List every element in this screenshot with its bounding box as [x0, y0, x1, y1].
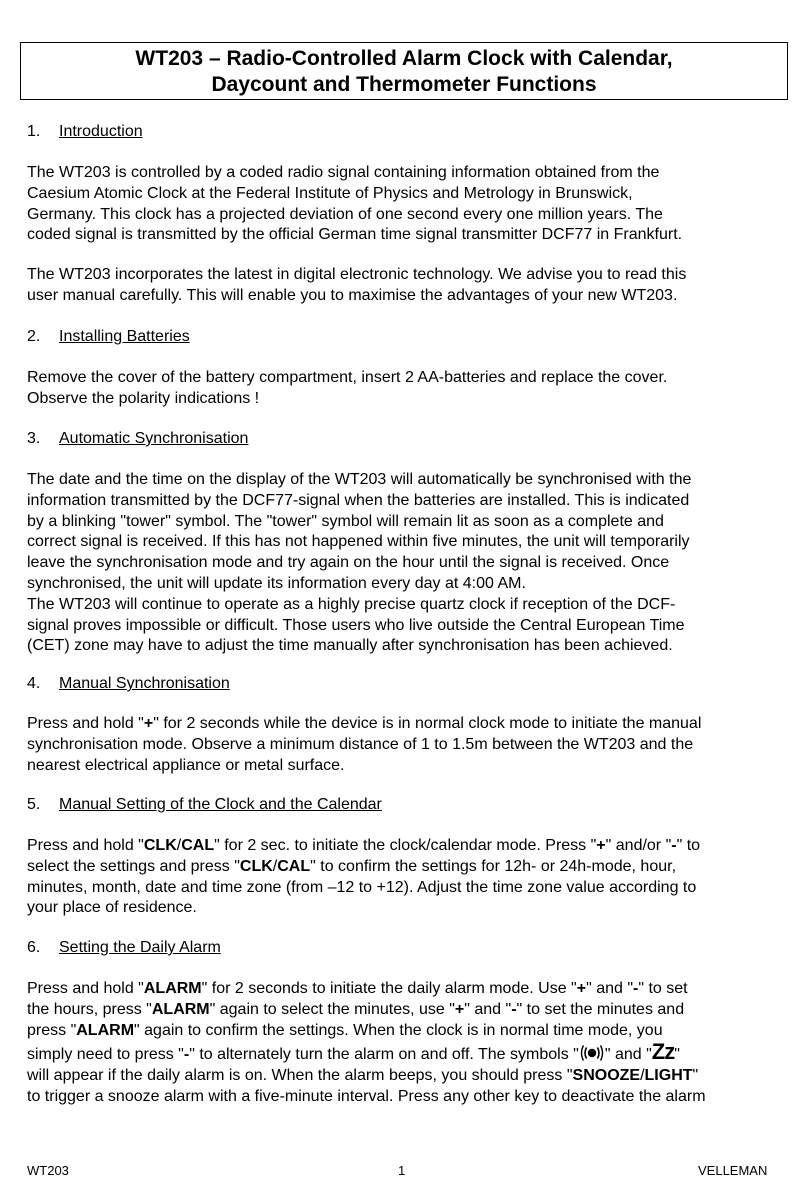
section-heading-daily-alarm: 6. Setting the Daily Alarm — [27, 939, 221, 956]
introduction-paragraph-2: The WT203 incorporates the latest in digital electronic technology. We advise you to read this user manual carefully. This will enable you to maximise the advantages of your new WT203. — [27, 266, 687, 304]
footer-model: WT203 — [27, 1163, 69, 1178]
daily-alarm-paragraph: Press and hold "ALARM" for 2 seconds to initiate the daily alarm mode. Use "+" and "-" to set the hours, press "ALARM" again to select the minutes, use "+" and "-" to set the minutes and press "ALARM" again to confirm the settings. When the clock is in normal time mode, you simply need to press "-" to alternately turn the alarm on and off. The symbols " " and "Zz" will appear if the daily alarm is on. When the alarm beeps, you should press "SNOOZE/LIGHT" to trigger a snooze alarm with a five-minute interval. Press any other key to deactivate the alarm — [27, 980, 706, 1105]
section-heading-introduction: 1. Introduction — [27, 123, 143, 140]
introduction-paragraph-1: The WT203 is controlled by a coded radio signal containing information obtained from the Caesium Atomic Clock at the Federal Institute of Physics and Metrology in Brunswick, Germany. This clock has a projected deviation of one second every one million years. The coded signal is transmitted by the official German time signal transmitter DCF77 in Frankfurt. — [27, 164, 683, 244]
title-line-1: WT203 – Radio-Controlled Alarm Clock with Calendar, — [135, 47, 673, 70]
batteries-paragraph: Remove the cover of the battery compartment, insert 2 AA-batteries and replace the cover. Observe the polarity indications ! — [27, 369, 668, 407]
alarm-bell-icon — [579, 1044, 605, 1062]
title-line-2: Daycount and Thermometer Functions — [211, 73, 597, 96]
section-heading-automatic-synchronisation: 3. Automatic Synchronisation — [27, 430, 249, 447]
document-title — [20, 42, 788, 100]
section-heading-installing-batteries: 2. Installing Batteries — [27, 328, 190, 345]
footer-page-number: 1 — [398, 1163, 406, 1178]
manual-setting-paragraph: Press and hold "CLK/CAL" for 2 sec. to initiate the clock/calendar mode. Press "+" and/or "-" to select the settings and press "CLK/CAL" to confirm the settings for 12h- or 24h-mode, hour, minutes, month, date and time zone (from –12 to +12). Adjust the time zone value according to your place of residence. — [27, 837, 701, 917]
footer-brand: VELLEMAN — [698, 1163, 768, 1178]
snooze-zz-symbol: Zz — [651, 1039, 675, 1065]
section-heading-manual-synchronisation: 4. Manual Synchronisation — [27, 675, 230, 692]
section-heading-manual-setting: 5. Manual Setting of the Clock and the Calendar — [27, 796, 382, 813]
manual-synchronisation-paragraph: Press and hold "+" for 2 seconds while the device is in normal clock mode to initiate the manual synchronisation mode. Observe a minimum distance of 1 to 1.5m between the WT203 and the nearest electrical appliance or metal surface. — [27, 715, 702, 774]
automatic-synchronisation-paragraph: The date and the time on the display of the WT203 will automatically be synchronised with the information transmitted by the DCF77-signal when the batteries are installed. This is indicated by a blinking "tower" symbol. The "tower" symbol will remain lit as soon as a complete and correct signal is received. If this has not happened within five minutes, the unit will temporarily leave the synchronisation mode and try again on the hour until the signal is received. Once synchronised, the unit will update its information every day at 4:00 AM. The WT203 will continue to operate as a highly precise quartz clock if reception of the DCF- signal proves impossible or difficult. Those users who live outside the Central European Time (CET) zone may have to adjust the time manually after synchronisation has been achieved. — [27, 471, 692, 655]
